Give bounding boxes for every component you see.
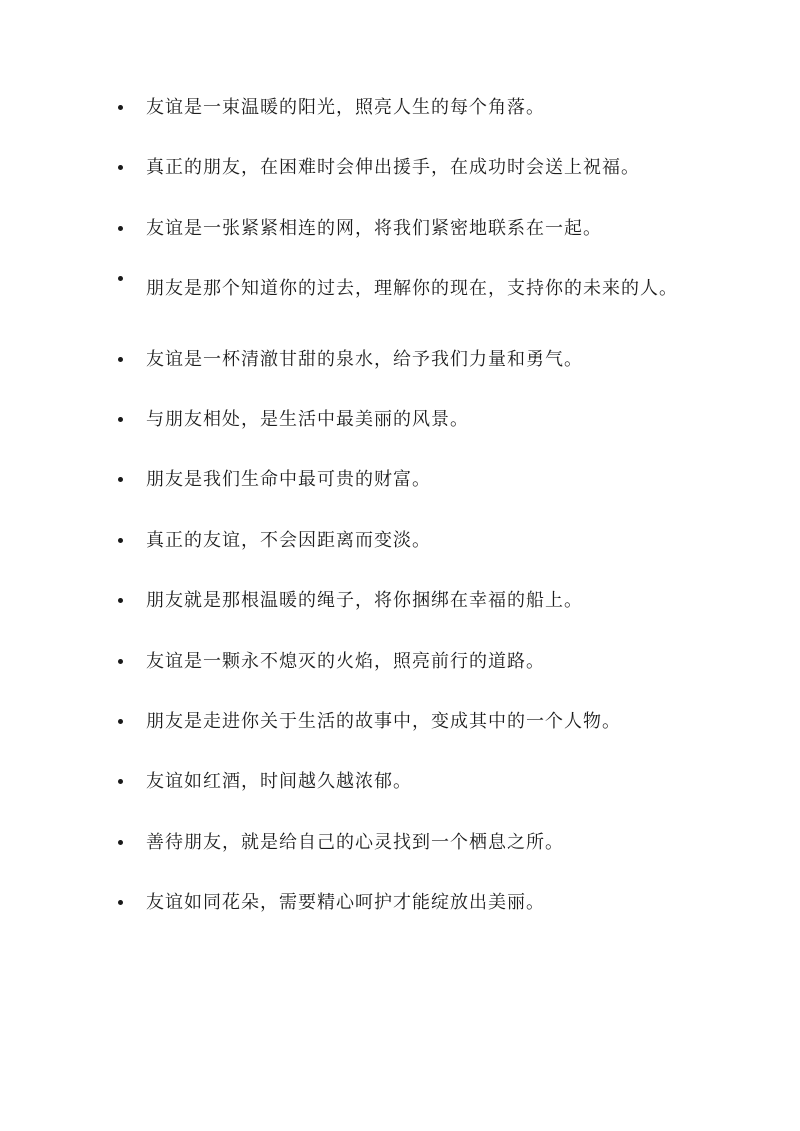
bullet-icon [118,659,123,664]
list-item [118,259,718,319]
list-item [118,400,718,440]
list-item [118,823,718,863]
bullet-icon [118,357,123,362]
quote-text: 友谊是一杯清澈甘甜的泉水，给予我们力量和勇气。 [146,348,583,370]
bullet-icon [118,840,123,845]
quote-text: 朋友是那个知道你的过去，理解你的现在，支持你的未来的人。 [146,278,678,300]
bullet-icon [118,598,123,603]
bullet-icon [118,779,123,784]
bullet-icon [118,165,123,170]
bullet-icon [118,538,123,543]
quote-text: 友谊如红酒，时间越久越浓郁。 [146,771,412,793]
bullet-icon [118,276,123,281]
list-item [118,883,718,923]
bullet-icon [118,719,123,724]
list-item [118,762,718,802]
quote-text: 与朋友相处，是生活中最美丽的风景。 [146,408,469,430]
bullet-icon [118,477,123,482]
list-item [118,148,718,188]
quote-text: 朋友是我们生命中最可贵的财富。 [146,469,431,491]
bullet-icon [118,226,123,231]
quote-text: 友谊是一束温暖的阳光，照亮人生的每个角落。 [146,97,545,118]
quote-list [118,88,718,943]
quote-text: 友谊如同花朵，需要精心呵护才能绽放出美丽。 [146,892,545,914]
quote-text: 友谊是一张紧紧相连的网，将我们紧密地联系在一起。 [146,217,602,239]
list-item [118,521,718,561]
list-item [118,460,718,500]
quote-text: 朋友是走进你关于生活的故事中，变成其中的一个人物。 [146,710,621,732]
bullet-icon [118,417,123,422]
quote-text: 善待朋友，就是给自己的心灵找到一个栖息之所。 [146,831,564,853]
list-item [118,581,718,621]
list-item [118,642,718,682]
quote-text: 朋友就是那根温暖的绳子，将你捆绑在幸福的船上。 [146,590,583,612]
list-item [118,209,718,249]
list-item [118,88,718,128]
quote-text: 真正的朋友，在困难时会伸出援手，在成功时会送上祝福。 [146,157,640,179]
quote-text: 友谊是一颗永不熄灭的火焰，照亮前行的道路。 [146,650,545,672]
list-item [118,340,718,380]
quote-text: 真正的友谊，不会因距离而变淡。 [146,529,431,551]
bullet-icon [118,900,123,905]
list-item [118,702,718,742]
bullet-icon [118,105,123,110]
